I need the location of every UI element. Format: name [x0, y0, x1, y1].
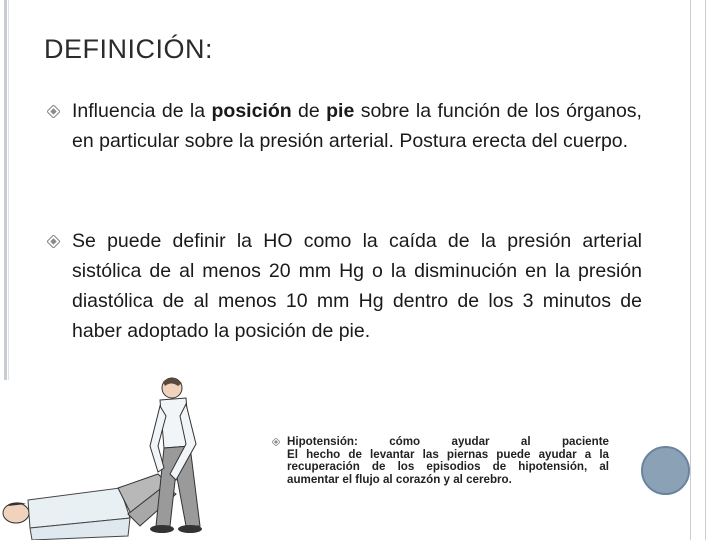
slide-title: DEFINICIÓN: [44, 34, 214, 64]
right-decorative-rule [690, 0, 691, 540]
bullet-text: Se puede definir la HO como la caída de la presión arterial sistólica de al menos 20 mm Hg o la disminución en la presión diastólica de al menos 10 mm Hg dentro de los 3 minutos de haber adoptado la posición de pie. [72, 230, 642, 342]
left-decorative-rule-thin [8, 0, 9, 380]
bullet-text-mid: de [291, 100, 327, 122]
bullet-item-definition [47, 96, 642, 156]
diamond-bullet-icon [47, 105, 60, 118]
bullet-text-pre: Influencia de la [72, 100, 212, 122]
caption-body: El hecho de levantar las piernas puede ayudar a la recuperación de los episodios de hipotensión, al aumentar el flujo al corazón y al cerebro. [287, 447, 609, 486]
illustration-caption [272, 436, 609, 486]
right-decorative-rule-outer [705, 0, 706, 540]
bullet-item-ho-criteria [47, 226, 642, 346]
leg-raise-illustration [0, 376, 230, 540]
caption-heading: Hipotensión: cómo ayudar al paciente [287, 435, 609, 448]
bullet-text-bold-pie: pie [326, 100, 355, 122]
diamond-bullet-icon [272, 438, 280, 446]
bullet-text-bold-posicion: posición [211, 100, 292, 122]
bullet-text-post: sobre la función de los órganos, en particular sobre la presión arterial. Postura erecta del cuerpo. [72, 100, 642, 152]
diamond-bullet-icon [47, 235, 60, 248]
left-decorative-rule [4, 0, 7, 380]
decorative-circle [641, 446, 690, 495]
